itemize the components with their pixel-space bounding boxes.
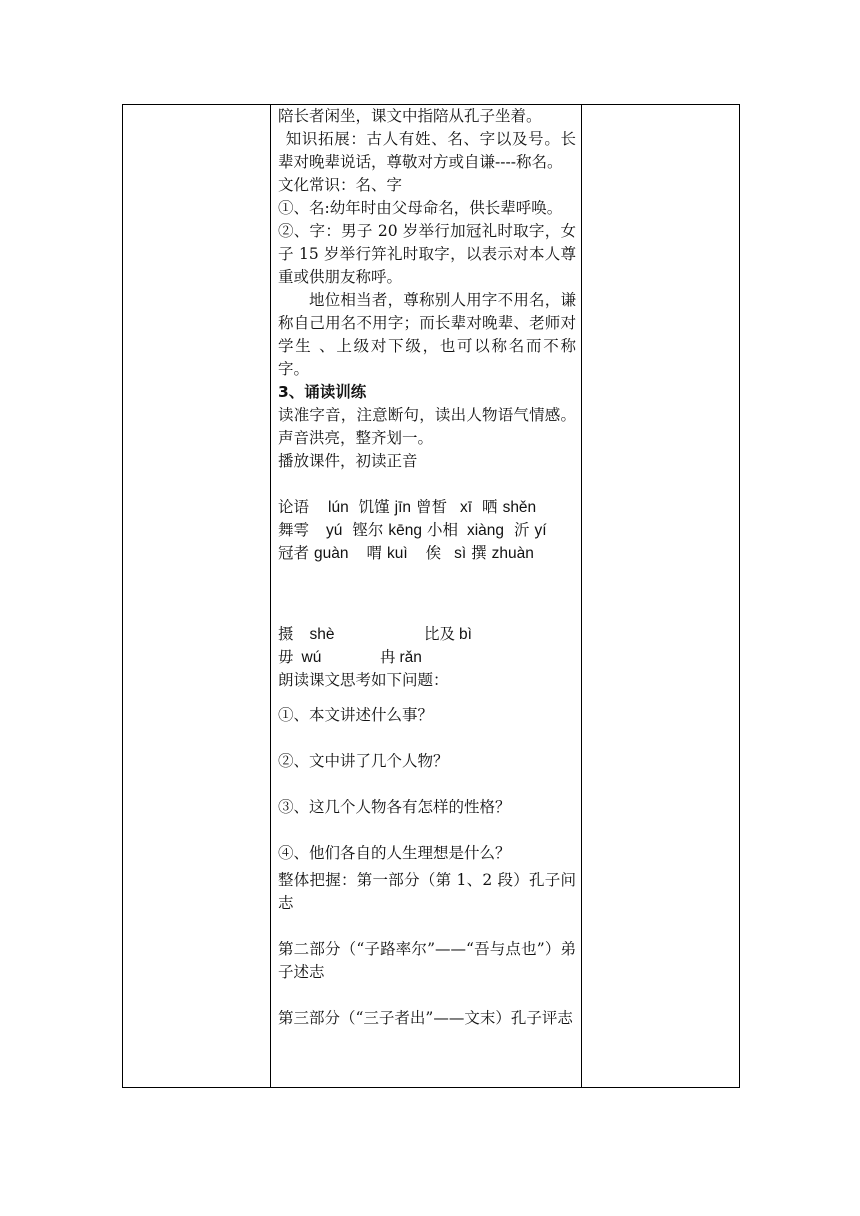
vocab-word: 摄 — [278, 625, 294, 643]
vocab-pinyin: lún — [328, 499, 349, 516]
vocab-pinyin: yú — [326, 522, 343, 539]
spacer — [278, 692, 576, 704]
vocab-word: 撰 — [471, 544, 487, 562]
paragraph: 播放课件，初读正音 — [278, 452, 418, 470]
vocab-pinyin: zhuàn — [491, 545, 534, 562]
main-content-cell — [271, 105, 582, 1088]
vocab-pinyin: bì — [459, 626, 472, 643]
paragraph: 读准字音，注意断句，读出人物语气情感。声音洪亮，整齐划一。 — [278, 406, 576, 447]
table-row — [123, 105, 740, 1088]
structure-part-2: 第二部分（“子路率尔”——“吾与点也”）弟子述志 — [278, 940, 576, 981]
spacer — [278, 588, 576, 611]
knowledge-extension: 知识拓展：古人有姓、名、字以及号。长辈对晚辈说话，尊敬对方或自谦----称名。 — [278, 130, 576, 171]
spacer — [278, 915, 576, 938]
vocab-pinyin: jīn — [394, 499, 412, 516]
left-column-cell — [123, 105, 271, 1088]
right-column-cell — [582, 105, 740, 1088]
spacer — [278, 611, 576, 623]
spacer — [278, 565, 576, 588]
culture-item-ming: ①、名:幼年时由父母命名，供长辈呼唤。 — [278, 199, 563, 217]
vocab-pinyin: shè — [309, 626, 335, 643]
vocab-pinyin: rǎn — [399, 649, 422, 666]
spacer — [278, 819, 576, 842]
vocab-pinyin: shěn — [502, 499, 537, 516]
vocab-word: 毋 — [278, 648, 294, 666]
vocab-word: 沂 — [513, 521, 530, 539]
spacer — [278, 984, 576, 1007]
vocab-pinyin: sì — [454, 545, 467, 562]
spacer — [278, 473, 576, 496]
vocab-pinyin: wú — [301, 649, 322, 666]
paragraph: 地位相当者，尊称别人用字不用名，谦称自己用名不用字；而长辈对晚辈、老师对学生 、上级对下级，也可以称名而不称字。 — [278, 291, 576, 378]
structure-part-3: 第三部分（“三子者出”——文末）孔子评志 — [278, 1009, 573, 1027]
question-4: ④、他们各自的人生理想是什么？ — [278, 844, 511, 862]
vocab-row-2 — [278, 519, 576, 542]
question-2: ②、文中讲了几个人物？ — [278, 752, 449, 770]
lesson-content — [271, 105, 581, 1030]
lesson-plan-table — [122, 104, 740, 1088]
vocab-pinyin: guàn — [314, 545, 349, 562]
vocab-row-3 — [278, 542, 576, 565]
vocab-row-1 — [278, 496, 576, 519]
vocab-pinyin: kuì — [386, 545, 408, 562]
paragraph: 陪长者闲坐，课文中指陪从孔子坐着。 — [278, 107, 542, 125]
vocab-pinyin: kēng — [388, 522, 422, 539]
vocab-word: 曾皙 — [416, 498, 448, 516]
questions-intro: 朗读课文思考如下问题： — [278, 671, 449, 689]
question-3: ③、这几个人物各有怎样的性格？ — [278, 798, 511, 816]
vocab-word: 舞雩 — [278, 521, 310, 539]
vocab-row-5 — [278, 646, 576, 669]
vocab-word: 饥馑 — [358, 498, 390, 516]
vocab-word: 哂 — [482, 498, 498, 516]
vocab-word: 小相 — [426, 521, 458, 539]
structure-part-1: 整体把握：第一部分（第 1、2 段）孔子问志 — [278, 871, 576, 912]
vocab-word: 论语 — [278, 498, 310, 516]
culture-heading: 文化常识：名、字 — [278, 176, 403, 194]
question-1: ①、本文讲述什么事？ — [278, 706, 434, 724]
vocab-word: 冠者 — [278, 544, 310, 562]
vocab-pinyin: yí — [534, 522, 547, 539]
vocab-pinyin: xiàng — [466, 522, 505, 539]
vocab-word: 铿尔 — [352, 521, 384, 539]
spacer — [278, 727, 576, 750]
vocab-word: 冉 — [380, 648, 396, 666]
culture-item-zi: ②、字：男子 20 岁举行加冠礼时取字，女子 15 岁举行笄礼时取字，以表示对本人尊重或供朋友称呼。 — [278, 222, 576, 286]
section-heading: 3、诵读训练 — [278, 383, 367, 401]
vocab-word: 喟 — [366, 544, 382, 562]
vocab-word: 比及 — [424, 625, 456, 643]
vocab-pinyin: xī — [460, 499, 473, 516]
vocab-row-4 — [278, 623, 576, 646]
spacer — [278, 773, 576, 796]
vocab-word: 俟 — [425, 544, 442, 562]
